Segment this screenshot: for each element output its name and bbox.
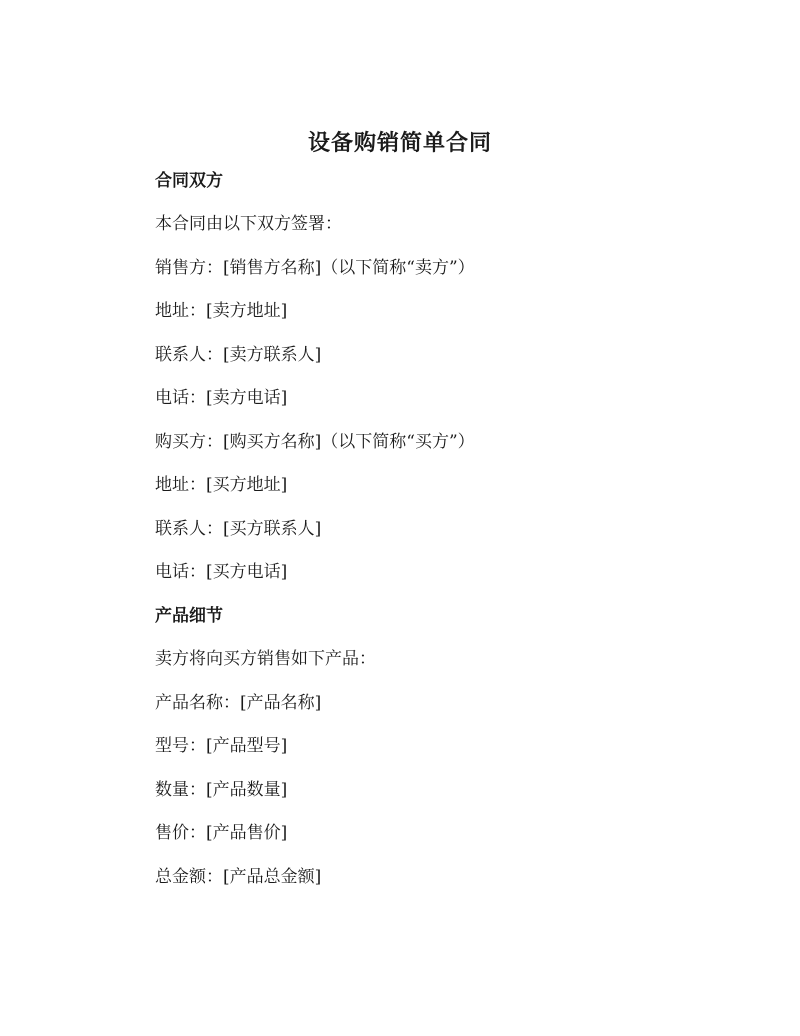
parties-intro: 本合同由以下双方签署： [155,214,342,234]
product-model-line: 型号：[产品型号] [155,736,288,756]
seller-address-line: 地址：[卖方地址] [155,301,288,321]
product-total-line: 总金额：[产品总金额] [155,867,322,887]
buyer-phone-line: 电话：[买方电话] [155,562,288,582]
products-intro: 卖方将向买方销售如下产品： [155,649,376,669]
product-name-line: 产品名称：[产品名称] [155,693,322,713]
seller-name-line: 销售方：[销售方名称]（以下简称“卖方”） [155,258,475,278]
buyer-address-line: 地址：[买方地址] [155,475,288,495]
document-title: 设备购销简单合同 [307,130,492,156]
seller-contact-line: 联系人：[卖方联系人] [155,345,322,365]
section-heading-products: 产品细节 [155,606,223,626]
buyer-name-line: 购买方：[购买方名称]（以下简称“买方”） [155,432,475,452]
product-price-line: 售价：[产品售价] [155,823,288,843]
buyer-contact-line: 联系人：[买方联系人] [155,519,322,539]
section-heading-parties: 合同双方 [155,171,223,191]
product-quantity-line: 数量：[产品数量] [155,780,288,800]
seller-phone-line: 电话：[卖方电话] [155,388,288,408]
